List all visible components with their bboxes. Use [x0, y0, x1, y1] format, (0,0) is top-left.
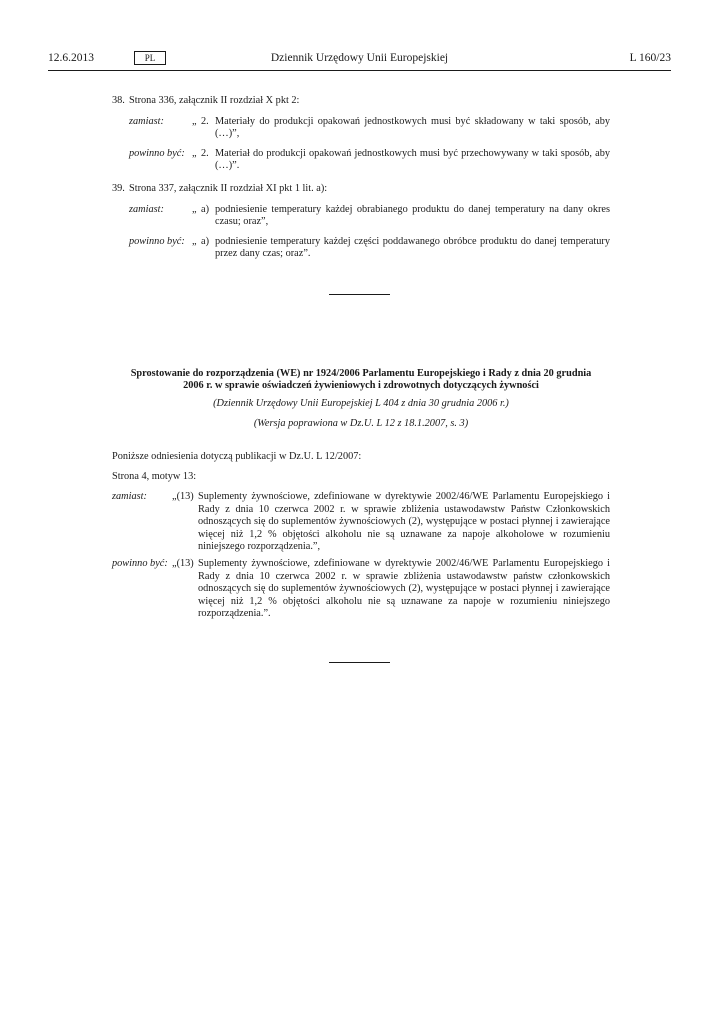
correction-instead-block — [112, 491, 610, 554]
correction-page-ref: Strona 4, motyw 13: — [112, 471, 197, 482]
point-marker: a) — [201, 203, 209, 215]
correction-item-38 — [112, 95, 610, 173]
recital-number: „(13) — [172, 491, 194, 502]
publication-date: 12.6.2013 — [48, 52, 94, 64]
should-be-label: powinno być: — [129, 147, 185, 159]
should-be-text: Materiał do produkcji opakowań jednostkowych musi być przechowywany w taki sposób, aby (…)”. — [215, 147, 610, 172]
item-heading: Strona 337, załącznik II rozdział XI pkt 1 lit. a): — [129, 182, 328, 194]
correction-intro: Poniższe odniesienia dotyczą publikacji w Dz.U. L 12/2007: — [112, 451, 362, 462]
correction-title-line-2: 2006 r. w sprawie oświadczeń żywieniowych i zdrowotnych dotyczących żywności — [183, 380, 539, 392]
point-marker: a) — [201, 235, 209, 247]
instead-label: zamiast: — [112, 491, 147, 502]
correction-title-line-1: Sprostowanie do rozporządzenia (WE) nr 1924/2006 Parlamentu Europejskiego i Rady z dnia 20 grudnia — [130, 368, 592, 379]
open-quote: „ — [192, 115, 197, 127]
item-number: 38. — [112, 95, 125, 106]
header-divider — [48, 70, 671, 71]
should-be-label: powinno być: — [129, 235, 185, 247]
instead-label: zamiast: — [129, 203, 164, 215]
should-be-text: podniesienie temperatury każdej części poddawanego obróbce produktu do danej temperatury przez dany czas; oraz”. — [215, 235, 610, 260]
page-reference: L 160/23 — [629, 52, 671, 64]
item-number: 39. — [112, 182, 125, 194]
instead-text: Materiały do produkcji opakowań jednostkowych musi być składowany w taki sposób, aby (…)”, — [215, 115, 610, 140]
open-quote: „ — [192, 147, 197, 159]
recital-number: „(13) — [172, 558, 194, 569]
correction-title — [112, 368, 610, 393]
original-source: (Dziennik Urzędowy Unii Europejskiej L 404 z dnia 30 grudnia 2006 r.) — [213, 398, 509, 409]
point-marker: 2. — [201, 115, 209, 127]
open-quote: „ — [192, 203, 197, 215]
page-header — [48, 52, 671, 70]
language-badge: PL — [134, 51, 166, 65]
instead-label: zamiast: — [129, 115, 164, 127]
section-separator-end — [329, 662, 390, 663]
section-separator — [329, 294, 390, 295]
item-heading: Strona 336, załącznik II rozdział X pkt 2: — [129, 95, 300, 106]
should-be-label: powinno być: — [112, 558, 168, 569]
corrected-version: (Wersja poprawiona w Dz.U. L 12 z 18.1.2007, s. 3) — [253, 418, 469, 429]
open-quote: „ — [192, 235, 197, 247]
journal-title: Dziennik Urzędowy Unii Europejskiej — [270, 52, 449, 64]
should-be-text: Suplementy żywnościowe, zdefiniowane w dyrektywie 2002/46/WE Parlamentu Europejskiego i Rady z dnia 10 czerwca 2002 r. w sprawie zbliżenia ustawodawstw państw członkowskich odnoszących się do suplementów żywnościowych (2), występujące w postaci płynnej i zawierające więcej niż 1,2 % objętości alkoholu nie są uznawane za napoje w rozumieniu niniejszego rozporządzenia.”. — [198, 558, 610, 620]
instead-text: podniesienie temperatury każdej obrabianego produktu do danej temperatury na dany okres czasu; oraz”, — [215, 203, 610, 228]
instead-text: Suplementy żywnościowe, zdefiniowane w dyrektywie 2002/46/WE Parlamentu Europejskiego i Rady z dnia 10 czerwca 2002 r. w sprawie zbliżenia ustawodawstw Państw Członkowskich odnoszących się do suplementów żywnościowych (2), występujące w postaci płynnej i zawierające więcej niż 1,2 % objętości alkoholu nie są uznawane za napoje alkoholowe w rozumieniu niniejszego rozporządzenia.”, — [198, 491, 610, 553]
correction-should-be-block — [112, 558, 610, 621]
corrections-list — [112, 95, 610, 261]
correction-item-39 — [112, 183, 610, 261]
point-marker: 2. — [201, 147, 209, 159]
